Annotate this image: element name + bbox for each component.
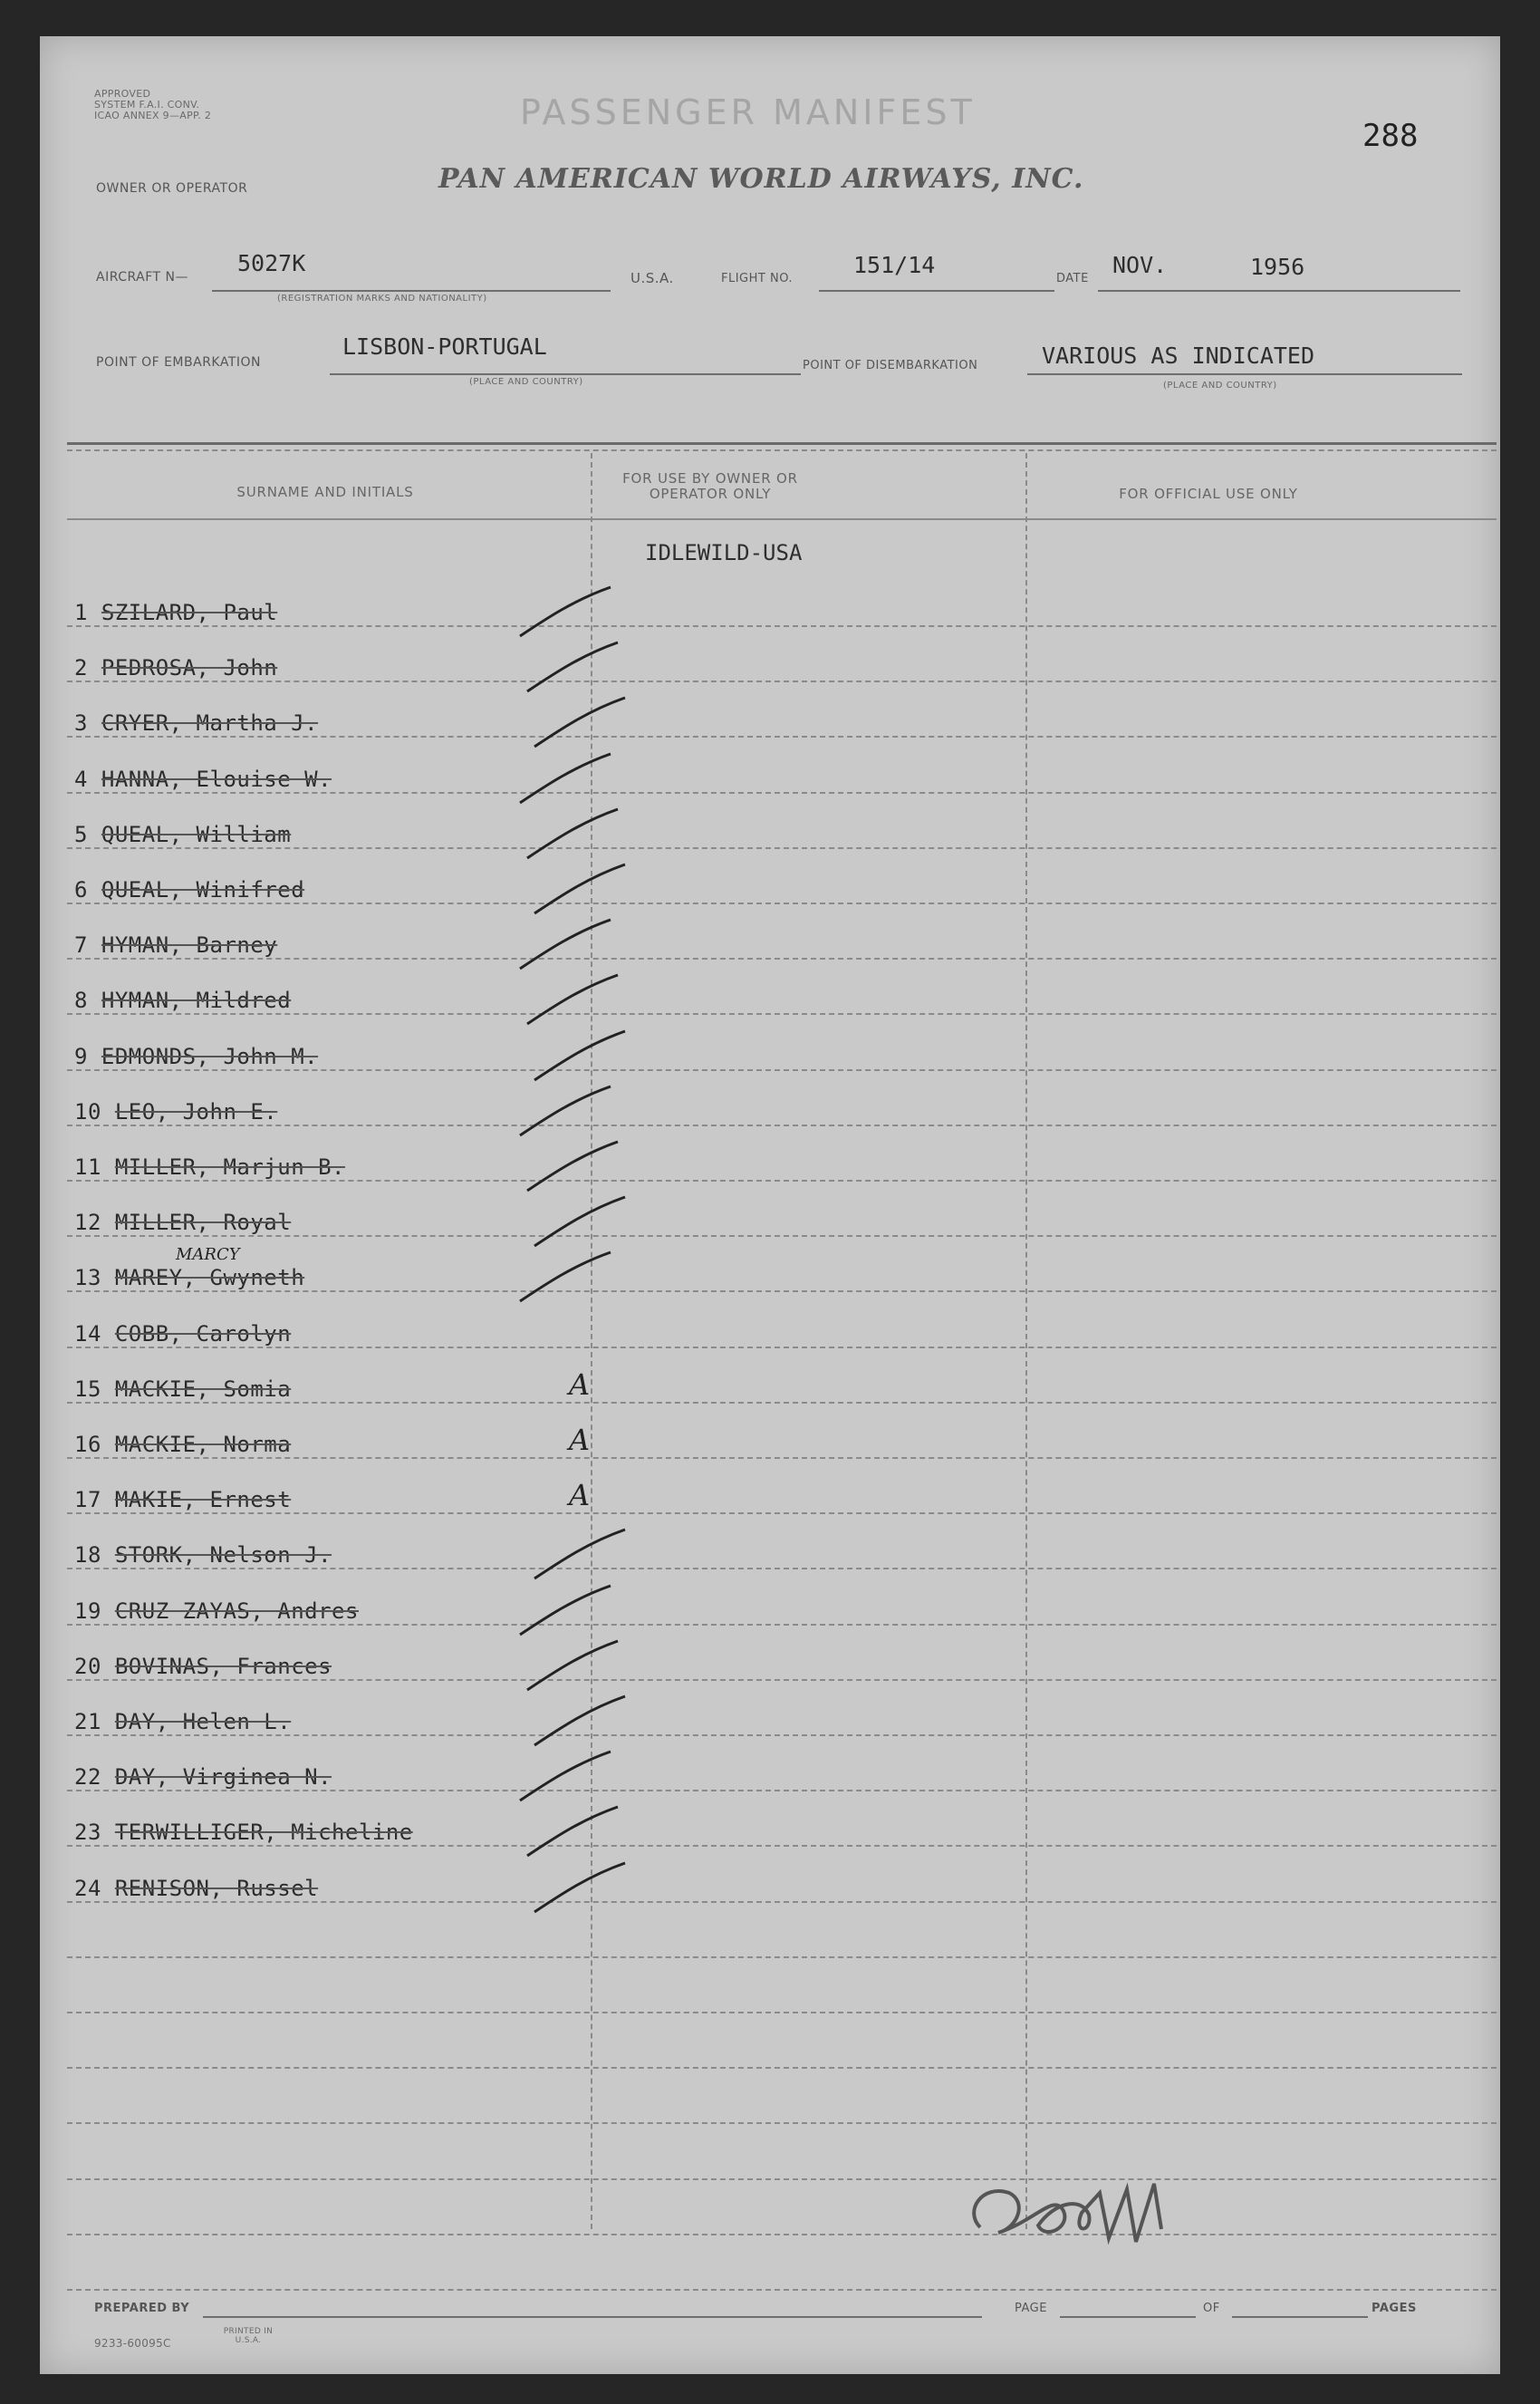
passenger-name: DAY, Virginea N. (114, 1764, 332, 1791)
header-bottom-rule (67, 518, 1497, 520)
passenger-number: 8 (74, 988, 101, 1014)
handwritten-mark: A (569, 1478, 591, 1513)
aircraft-label: AIRCRAFT N— (96, 270, 189, 285)
passenger-number: 10 (74, 1098, 115, 1125)
passenger-row (74, 1487, 291, 1512)
date-label: DATE (1056, 272, 1089, 285)
passenger-name: MILLER, Royal (114, 1210, 292, 1236)
check-mark (518, 1636, 627, 1699)
flight-underline (819, 290, 1054, 292)
row-rule (67, 1624, 1497, 1626)
check-mark (511, 1746, 620, 1810)
disembark-sublabel: (PLACE AND COUNTRY) (1163, 381, 1277, 391)
passenger-name: MAREY, Gwyneth (114, 1265, 305, 1291)
passenger-number: 7 (74, 932, 101, 959)
row-rule (67, 1901, 1497, 1903)
passenger-row (74, 932, 277, 958)
embark-place: LISBON-PORTUGAL (342, 333, 547, 360)
pages-label: PAGES (1372, 2302, 1417, 2315)
passenger-name: STORK, Nelson J. (114, 1542, 332, 1569)
passenger-name: QUEAL, Winifred (101, 877, 305, 903)
passenger-row (74, 1210, 291, 1235)
date-underline (1098, 290, 1460, 292)
row-rule (67, 1457, 1497, 1459)
of-underline (1232, 2316, 1368, 2318)
aircraft-number: 5027K (237, 250, 306, 276)
check-mark (525, 1691, 634, 1754)
passenger-row (74, 877, 304, 903)
row-rule (67, 2178, 1497, 2180)
passenger-row (74, 1154, 345, 1180)
passenger-name: BOVINAS, Frances (114, 1653, 332, 1679)
passenger-number: 6 (74, 877, 101, 903)
airline-name: PAN AMERICAN WORLD AIRWAYS, INC. (438, 163, 1084, 195)
passenger-row (74, 1876, 318, 1901)
row-rule (67, 1734, 1497, 1736)
col-header-owner: FOR USE BY OWNER OR OPERATOR ONLY (622, 470, 798, 502)
check-mark (518, 970, 627, 1033)
destination-note: IDLEWILD-USA (645, 540, 803, 565)
embark-label: POINT OF EMBARKATION (96, 355, 262, 370)
passenger-row (74, 767, 332, 792)
column-divider-2 (1025, 453, 1027, 2229)
check-mark (511, 748, 620, 812)
passenger-row (74, 1321, 291, 1347)
approval-line: ICAO ANNEX 9—APP. 2 (94, 110, 212, 121)
manifest-sheet (40, 36, 1500, 2374)
passenger-number: 20 (74, 1653, 115, 1679)
check-mark (525, 1026, 634, 1089)
passenger-name: CRUZ ZAYAS, Andres (114, 1598, 359, 1624)
flight-label: FLIGHT NO. (721, 272, 794, 285)
passenger-name: HYMAN, Mildred (101, 988, 292, 1014)
row-rule (67, 1845, 1497, 1847)
check-mark (525, 1858, 634, 1921)
row-rule (67, 792, 1497, 794)
form-title: PASSENGER MANIFEST (520, 92, 976, 132)
passenger-name: MACKIE, Somia (114, 1376, 292, 1402)
passenger-row (74, 1099, 277, 1125)
passenger-name: PEDROSA, John (101, 655, 278, 681)
registration-sublabel: (REGISTRATION MARKS AND NATIONALITY) (277, 294, 487, 304)
prepared-by-label: PREPARED BY (94, 2302, 190, 2315)
passenger-row (74, 1376, 291, 1402)
passenger-row (74, 710, 318, 736)
col-header-official: FOR OFFICIAL USE ONLY (1119, 486, 1298, 502)
passenger-number: 3 (74, 710, 101, 737)
passenger-row (74, 1044, 318, 1069)
check-mark (525, 859, 634, 922)
disembark-label: POINT OF DISEMBARKATION (803, 359, 978, 372)
col-header-surname: SURNAME AND INITIALS (236, 484, 414, 500)
passenger-name: HANNA, Elouise W. (101, 766, 332, 792)
passenger-number: 23 (74, 1820, 115, 1846)
check-mark (518, 637, 627, 700)
row-rule (67, 681, 1497, 682)
printed-label: PRINTED IN U.S.A. (223, 2327, 274, 2345)
table-top-rule (67, 442, 1497, 445)
passenger-row (74, 600, 277, 625)
passenger-number: 9 (74, 1043, 101, 1069)
row-rule (67, 2289, 1497, 2291)
row-rule (67, 1180, 1497, 1182)
check-mark (518, 1136, 627, 1200)
passenger-number: 14 (74, 1320, 115, 1347)
row-rule (67, 1235, 1497, 1237)
check-mark (525, 1192, 634, 1255)
passenger-name: CRYER, Martha J. (101, 710, 319, 737)
check-mark (525, 692, 634, 756)
handwritten-correction: MARCY (176, 1245, 240, 1265)
passenger-row (74, 1265, 304, 1290)
row-rule (67, 1013, 1497, 1015)
passenger-name: MAKIE, Ernest (114, 1487, 292, 1513)
form-code: 9233-60095C (94, 2337, 171, 2350)
passenger-number: 18 (74, 1542, 115, 1569)
row-rule (67, 1568, 1497, 1569)
owner-label: OWNER OR OPERATOR (96, 181, 248, 196)
passenger-number: 21 (74, 1709, 115, 1734)
row-rule (67, 1347, 1497, 1348)
passenger-row (74, 1542, 332, 1568)
passenger-number: 24 (74, 1875, 115, 1901)
row-rule (67, 2234, 1497, 2235)
passenger-name: EDMONDS, John M. (101, 1043, 319, 1069)
row-rule (67, 1402, 1497, 1404)
passenger-row (74, 1820, 413, 1845)
passenger-row (74, 1432, 291, 1457)
passenger-row (74, 1654, 332, 1679)
row-rule (67, 903, 1497, 904)
row-rule (67, 1512, 1497, 1514)
row-rule (67, 1790, 1497, 1791)
passenger-row (74, 655, 277, 681)
passenger-name: LEO, John E. (114, 1098, 278, 1125)
row-rule (67, 625, 1497, 627)
page-underline (1060, 2316, 1196, 2318)
row-rule (67, 958, 1497, 960)
row-rule (67, 1069, 1497, 1071)
check-mark (511, 1247, 620, 1310)
passenger-row (74, 1764, 332, 1790)
passenger-name: SZILARD, Paul (101, 600, 278, 625)
country-label: U.S.A. (630, 270, 674, 286)
check-mark (525, 1524, 634, 1588)
passenger-name: TERWILLIGER, Micheline (114, 1820, 413, 1846)
of-label: OF (1203, 2302, 1220, 2315)
check-mark (518, 1801, 627, 1865)
passenger-row (74, 1598, 359, 1624)
check-mark (511, 1580, 620, 1644)
row-rule (67, 1679, 1497, 1681)
embark-underline (330, 373, 801, 375)
passenger-number: 19 (74, 1598, 115, 1624)
approval-line: SYSTEM F.A.I. CONV. (94, 99, 200, 111)
row-rule (67, 1290, 1497, 1292)
row-rule (67, 736, 1497, 738)
row-rule (67, 2067, 1497, 2069)
passenger-name: DAY, Helen L. (114, 1709, 292, 1734)
aircraft-underline (212, 290, 611, 292)
row-rule (67, 2012, 1497, 2013)
passenger-number: 5 (74, 821, 101, 847)
embark-sublabel: (PLACE AND COUNTRY) (469, 377, 583, 387)
row-rule (67, 2122, 1497, 2124)
approval-block (94, 89, 211, 121)
passenger-number: 22 (74, 1764, 115, 1791)
passenger-name: RENISON, Russel (114, 1875, 319, 1901)
check-mark (511, 582, 620, 645)
passenger-number: 16 (74, 1432, 115, 1457)
passenger-name: MACKIE, Norma (114, 1432, 292, 1457)
passenger-row (74, 822, 291, 847)
row-rule (67, 1956, 1497, 1958)
passenger-name: QUEAL, William (101, 821, 292, 847)
check-mark (511, 1081, 620, 1144)
handwritten-mark: A (569, 1366, 591, 1402)
table-top-rule-2 (67, 449, 1497, 451)
signature (955, 2157, 1208, 2265)
passenger-number: 2 (74, 655, 101, 681)
page-number: 288 (1362, 118, 1419, 154)
passenger-number: 11 (74, 1154, 115, 1180)
check-mark (518, 804, 627, 867)
date-year: 1956 (1250, 254, 1305, 280)
passenger-number: 1 (74, 600, 101, 625)
date-month: NOV. (1112, 252, 1168, 278)
passenger-name: HYMAN, Barney (101, 932, 278, 959)
passenger-number: 4 (74, 766, 101, 792)
passenger-row (74, 1709, 291, 1734)
flight-number: 151/14 (853, 252, 936, 278)
passenger-number: 15 (74, 1376, 115, 1402)
handwritten-mark: A (569, 1423, 591, 1457)
check-mark (511, 914, 620, 978)
prepared-by-underline (203, 2316, 982, 2318)
disembark-underline (1027, 373, 1462, 375)
passenger-name: MILLER, Marjun B. (114, 1154, 345, 1180)
passenger-name: COBB, Carolyn (114, 1320, 292, 1347)
passenger-number: 13 (74, 1265, 115, 1291)
passenger-number: 17 (74, 1487, 115, 1513)
passenger-number: 12 (74, 1210, 115, 1236)
approval-line: APPROVED (94, 88, 151, 100)
passenger-row (74, 988, 291, 1013)
disembark-place: VARIOUS AS INDICATED (1042, 343, 1315, 369)
row-rule (67, 847, 1497, 849)
page-label: PAGE (1015, 2302, 1047, 2315)
row-rule (67, 1125, 1497, 1126)
